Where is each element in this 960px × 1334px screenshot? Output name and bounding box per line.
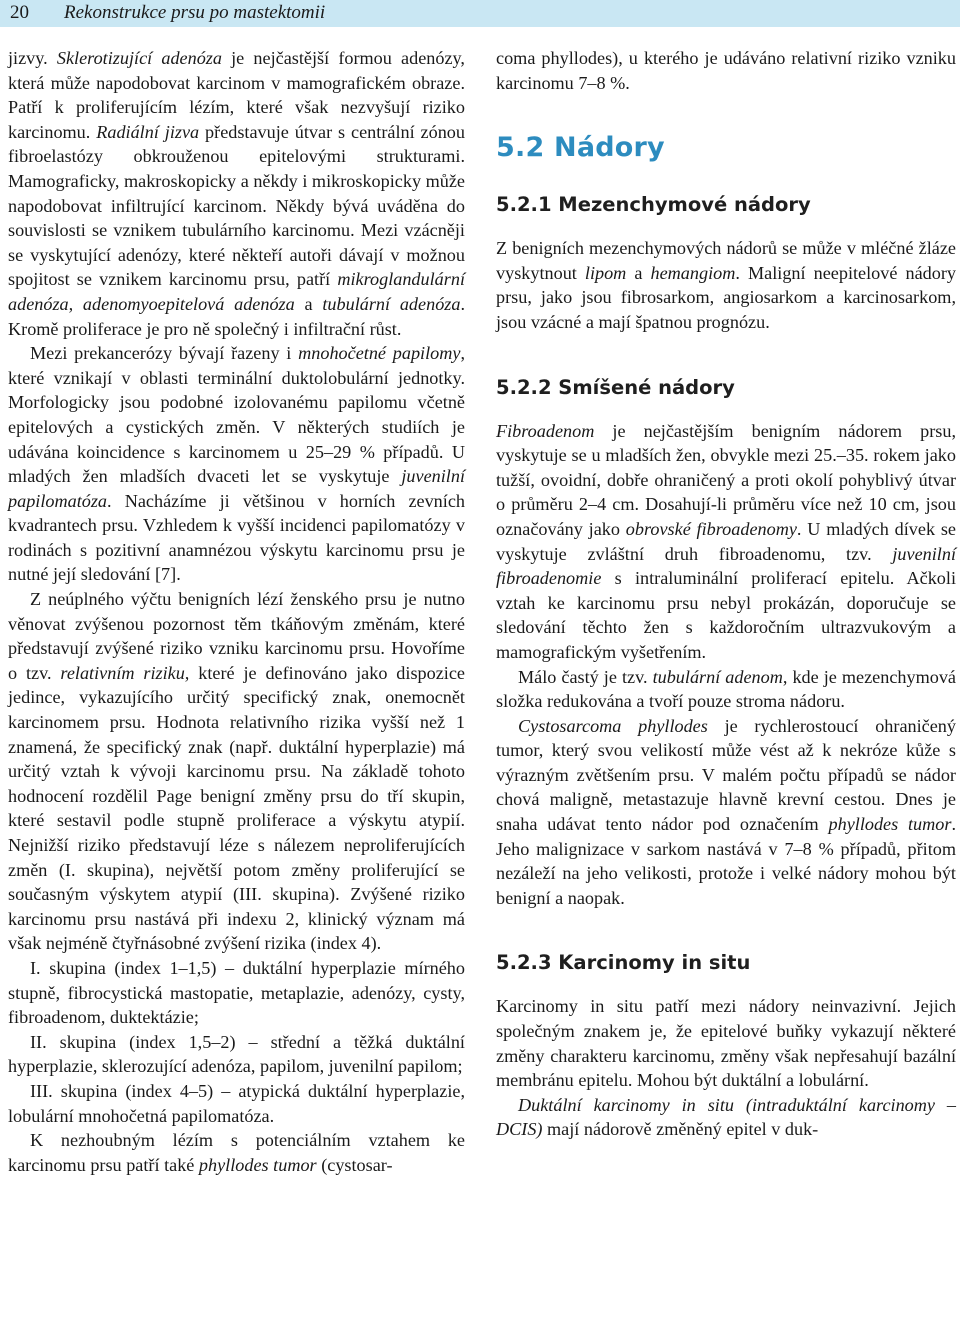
paragraph: Málo častý je tzv. tubulární adenom, kde je mezenchymová složka redukována a tvoří pouze stroma nádoru. xyxy=(496,666,956,712)
subsection-heading: 5.2.2 Smíšené nádory xyxy=(496,375,735,399)
paragraph: Z neúplného výčtu benigních lézí ženského prsu je nutno věnovat zvýšenou pozornost těm tkáňovým změnám, které představují zvýšené riziko vzniku karcinomu prsu. Hovoříme o tzv. relativním riziku, které je definováno jako dispozice jedince, vykazujícího určitý specifický znak, onemocnět karcinomem prsu. Hodnota relativního rizika vyšší než 1 znamená, že specifický znak (např. duktální hyperplazie) má určitý vztah k vývoji karcinomu prsu. Na základě tohoto hodnocení rozdělil Page benigní změny prsu do tří skupin, které sestavil podle stupně proliferace a výskytu atypií. Nejnižší riziko představují léze s nálezem neproliferujících změn (I. skupina), největší potom změny proliferující se současným výskytem atypií (III. skupina). Zvýšené riziko karcinomu prsu nastává při indexu 2, klinický význam má však nejméně čtyřnásobné zvýšení rizika (index 4). xyxy=(8,589,465,954)
list-item: III. skupina (index 4–5) – atypická duktální hyperplazie, lobulární mnohočetná papilomatóza. xyxy=(8,1080,465,1126)
running-header xyxy=(0,0,960,27)
list-item: I. skupina (index 1–1,5) – duktální hyperplazie mírného stupně, fibrocystická mastopatie, metaplazie, adenózy, cysty, fibroadenom, duktektázie; xyxy=(8,957,465,1028)
paragraph: coma phyllodes), u kterého je udáváno relativní riziko vzniku karcinomu 7–8 %. xyxy=(496,48,956,93)
paragraph: Z benigních mezenchymových nádorů se může v mléčné žláze vyskytnout lipom a hemangiom. Maligní neepitelové nádory prsu, jako jsou fibrosarkom, angiosarkom a karcinosarkom, jsou vzácné a mají špatnou prognózu. xyxy=(496,238,956,332)
page-number: 20 xyxy=(10,2,29,23)
paragraph: Mezi prekancerózy bývají řazeny i mnohočetné papilomy, které vznikají v oblasti terminální duktolobulární jednotky. Morfologicky jsou podobné izolovanému papilomu včetně epitelových a cystických změn. V některých studiích je udávána koincidence s karcinomem u 25–29 % případů. U mladých žen mladších dvaceti let se vyskytuje juvenilní papilomatóza. Nacházíme ji většinou v horních zevních kvadrantech prsu. Vzhledem k vyšší incidenci papilomatózy v rodinách s pozitivní anamnézou výskytu karcinomu prsu je nutné její sledování [7]. xyxy=(8,343,465,585)
running-title: Rekonstrukce prsu po mastektomii xyxy=(64,2,326,23)
paragraph: Duktální karcinomy in situ (intraduktální karcinomy – DCIS) mají nádorově změněný epitel v duk- xyxy=(496,1094,956,1140)
paragraph: jizvy. Sklerotizující adenóza je nejčastější formou adenózy, která může napodobovat karcinom v mamografickém obraze. Patří k proliferujícím lézím, které však nezvyšují riziko karcinomu. Radiální jizva představuje útvar s centrální zónou fibroelastózy obkrouženou epitelovými strukturami. Mamograficky, makroskopicky a někdy i mikroskopicky může napodobovat infiltrující karcinom. Někdy bývá uváděna do souvislosti se vznikem tubulárního karcinomu. Mezi vzácněji se vyskytující adenózy, které někteří autoři dávají v možnou spojitost se vznikem karcinomu prsu, patří mikroglandulární adenóza, adenomyoepitelová adenóza a tubulární adenóza. Kromě proliferace je pro ně společný i infiltrační růst. xyxy=(8,48,465,339)
right-column xyxy=(496,46,956,1142)
paragraph: K nezhoubným lézím s potenciálním vztahem ke karcinomu prsu patří také phyllodes tumor (cystosar- xyxy=(8,1130,465,1175)
list-item: II. skupina (index 1,5–2) – střední a těžká duktální hyperplazie, sklerozující adenóza, papilom, juvenilní papilom; xyxy=(8,1031,465,1077)
paragraph: Fibroadenom je nejčastějším benigním nádorem prsu, vyskytuje se u mladších žen, obvykle mezi 25.–35. rokem jako tužší, ovoidní, dobře ohraničený a proti okolí pohyblivý útvar o průměru 2–4 cm. Dosahují-li průměru více než 10 cm, jsou označovány jako obrovské fibroadenomy. U mladých dívek se vyskytuje zvláštní druh fibroadenomu, tzv. juvenilní fibroadenomie s intraluminální proliferací epitelu. Ačkoli vztah ke karcinomu prsu nebyl prokázán, doporučuje se sledování těchto žen s každoročním ultrazvukovým a mamografickým vyšetřením. xyxy=(496,420,956,662)
subsection-heading: 5.2.3 Karcinomy in situ xyxy=(496,951,751,975)
left-column xyxy=(8,46,465,1177)
subsection-heading: 5.2.1 Mezenchymové nádory xyxy=(496,193,811,217)
paragraph: Cystosarcoma phyllodes je rychlerostoucí ohraničený tumor, který svou velikostí může vést až k nekróze kůže s výrazným zvětšením prsu. V malém počtu případů se nádor chová maligně, metastazuje hlavně krevní cestou. Dnes je snaha udávat tento nádor pod označením phyllodes tumor. Jeho malignizace v sarkom nastává v 7–8 % případů, přitom nezáleží na jeho velikosti, protože i velké nádory mohou být benigní a naopak. xyxy=(496,715,956,908)
paragraph: Karcinomy in situ patří mezi nádory neinvazivní. Jejich společným znakem je, že epitelové buňky vykazují některé změny charakteru karcinomu, změny však nepřesahují bazální membránu epitelu. Mohou být duktální a lobulární. xyxy=(496,996,956,1091)
section-heading: 5.2 Nádory xyxy=(496,132,665,164)
